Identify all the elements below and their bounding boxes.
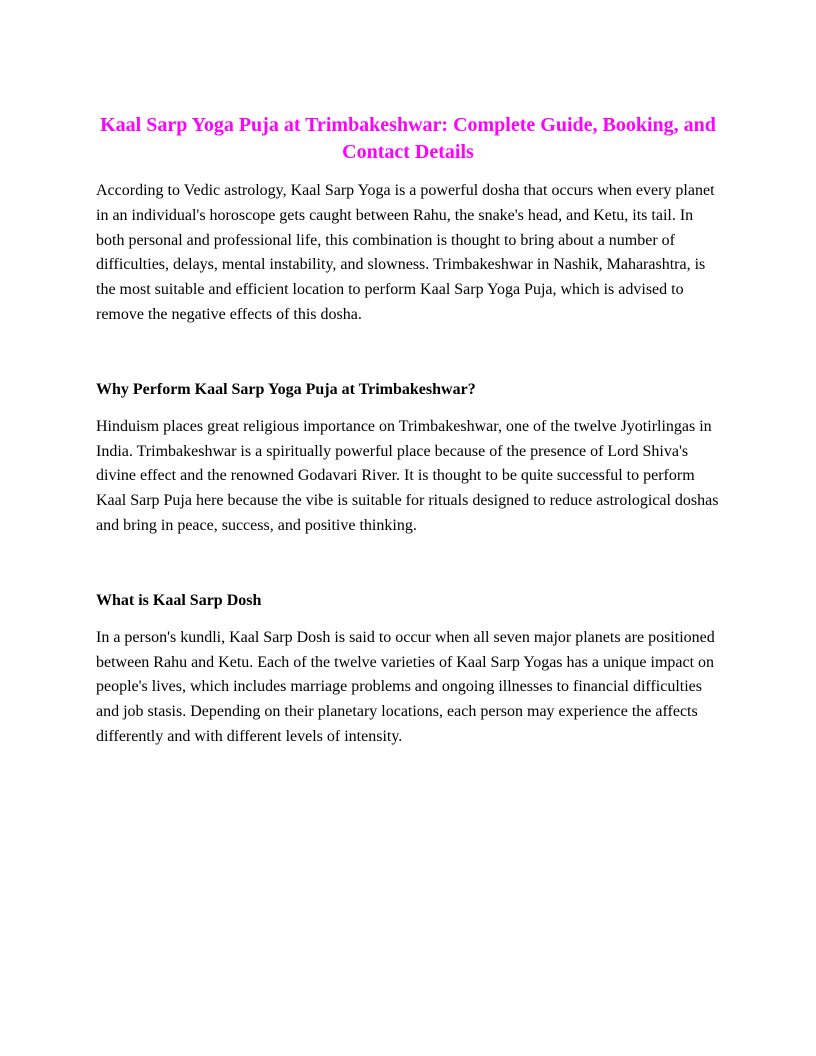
document-title: Kaal Sarp Yoga Puja at Trimbakeshwar: Complete Guide, Booking, and Contact Details <box>100 114 716 163</box>
document-page <box>96 112 720 750</box>
section-heading-what-is-kaal-sarp-dosh: What is Kaal Sarp Dosh <box>96 591 262 609</box>
section-body-what-is-kaal-sarp-dosh: In a person's kundli, Kaal Sarp Dosh is said to occur when all seven major planets are positioned between Rahu and Ketu. Each of the twelve varieties of Kaal Sarp Yogas has a unique impact on people's lives, which includes marriage problems and ongoing illnesses to financial difficulties and job stasis. Depending on their planetary locations, each person may experience the affects differently and with different levels of intensity. <box>96 628 715 745</box>
section-heading-why-trimbakeshwar: Why Perform Kaal Sarp Yoga Puja at Trimbakeshwar? <box>96 380 476 398</box>
section-body-why-trimbakeshwar: Hinduism places great religious importance on Trimbakeshwar, one of the twelve Jyotirlingas in India. Trimbakeshwar is a spiritually powerful place because of the presence of Lord Shiva's divine effect and the renowned Godavari River. It is thought to be quite successful to perform Kaal Sarp Puja here because the vibe is suitable for rituals designed to reduce astrological doshas and bring in peace, success, and positive thinking. <box>96 417 719 534</box>
intro-paragraph: According to Vedic astrology, Kaal Sarp Yoga is a powerful dosha that occurs when every planet in an individual's horoscope gets caught between Rahu, the snake's head, and Ketu, its tail. In both personal and professional life, this combination is thought to bring about a number of difficulties, delays, mental instability, and slowness. Trimbakeshwar in Nashik, Maharashtra, is the most suitable and efficient location to perform Kaal Sarp Yoga Puja, which is advised to remove the negative effects of this dosha. <box>96 182 715 323</box>
